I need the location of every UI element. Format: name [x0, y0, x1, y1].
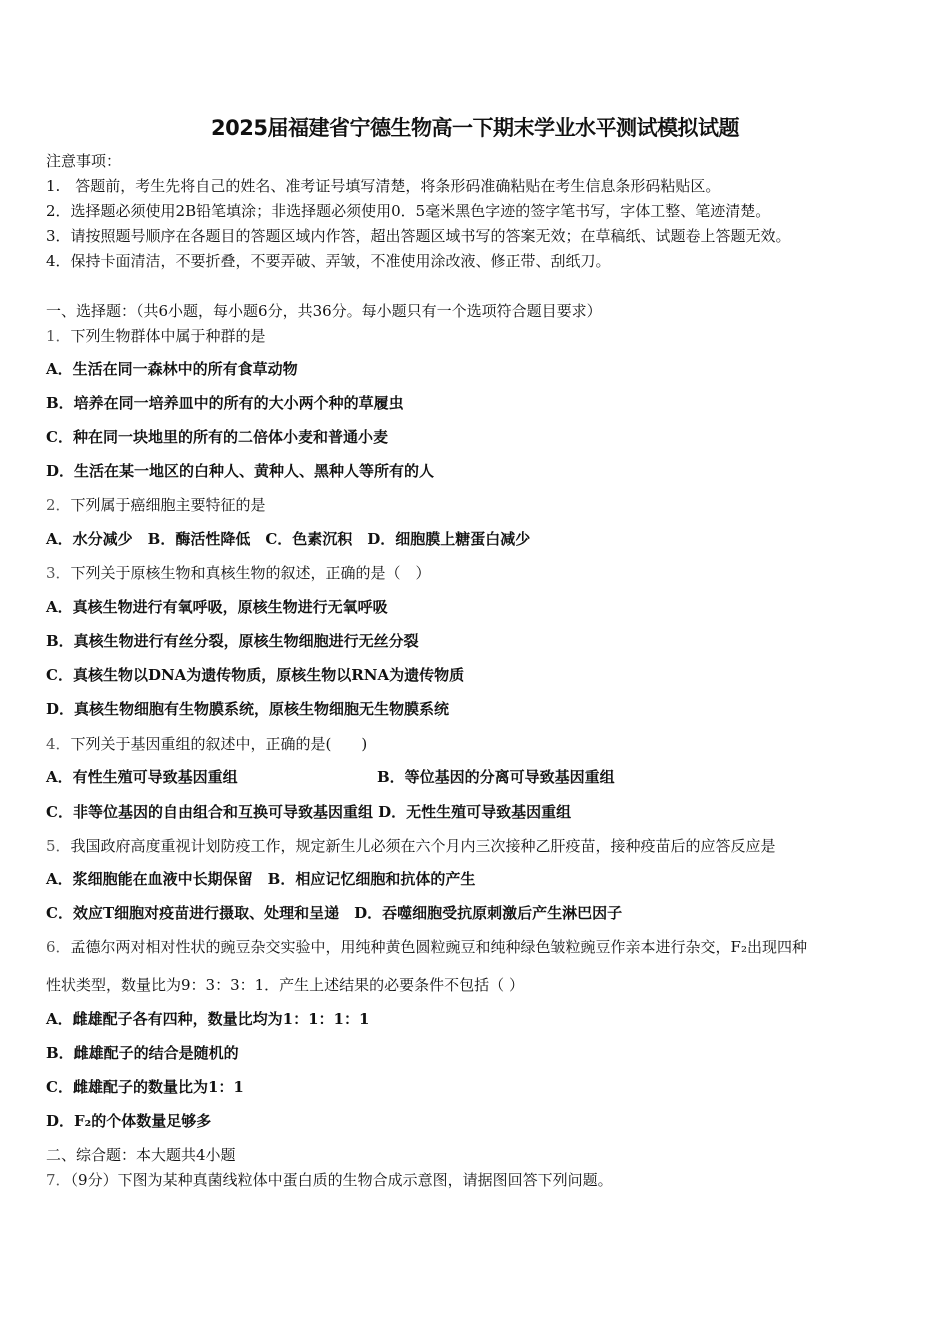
- answer-option-text: B．真核生物进行有丝分裂，原核生物细胞进行无丝分裂: [46, 632, 419, 650]
- answer-option: [377, 767, 615, 787]
- question-stem-text: 1．: [46, 327, 71, 345]
- section-heading-text: 一、选择题：（共6小题，每小题6分，共36分。每小题只有一个选项符合题目要求）: [46, 302, 602, 320]
- question-stem-text: 4．: [46, 735, 71, 753]
- question-stem-text: 下列关于原核生物和真核生物的叙述，正确的是（ ）: [70, 564, 431, 582]
- question-stem-text: （9分）下图为某种真菌线粒体中蛋白质的生物合成示意图，请据图回答下列问题。: [70, 1171, 613, 1189]
- question-stem: [46, 937, 807, 957]
- question-stem-text: 6．: [46, 938, 71, 956]
- answer-option-text: B．培养在同一培养皿中的所有的大小两个种的草履虫: [46, 394, 404, 412]
- answer-option-text: C．种在同一块地里的所有的二倍体小麦和普通小麦: [46, 428, 388, 446]
- question-stem-text: 5．: [46, 837, 71, 855]
- question-stem: [46, 836, 776, 856]
- question-stem-text: 下列属于癌细胞主要特征的是: [70, 496, 266, 514]
- answer-option: [46, 1043, 239, 1063]
- answer-option: [46, 1009, 369, 1029]
- question-stem-text: 下列生物群体中属于种群的是: [70, 327, 266, 345]
- answer-option-text: D．生活在某一地区的白种人、黄种人、黑种人等所有的人: [46, 462, 435, 480]
- answer-option: [46, 427, 388, 447]
- answer-option-text: B．雌雄配子的结合是随机的: [46, 1044, 239, 1062]
- answer-option: [46, 869, 475, 889]
- question-stem-text: 下列关于基因重组的叙述中，正确的是( ): [70, 735, 368, 753]
- notice-item-text: 3．请按照题号顺序在各题目的答题区域内作答，超出答题区域书写的答案无效；在草稿纸、试题卷上答题无效。: [46, 227, 791, 245]
- question-stem: [46, 326, 266, 346]
- answer-option: [46, 393, 404, 413]
- section-heading: [46, 301, 602, 321]
- answer-option-text: A．有性生殖可导致基因重组: [46, 768, 238, 786]
- question-stem: [46, 563, 431, 583]
- question-stem-text: 3．: [46, 564, 71, 582]
- answer-option: [46, 1077, 244, 1097]
- answer-option: [46, 359, 298, 379]
- answer-option-text: C．雌雄配子的数量比为1：1: [46, 1078, 244, 1096]
- notice-item: [46, 176, 720, 196]
- answer-option-text: D．F₂的个体数量足够多: [46, 1112, 212, 1130]
- answer-option-text: A．生活在同一森林中的所有食草动物: [46, 360, 298, 378]
- notice-heading: [46, 151, 121, 171]
- section-heading-text: 二、综合题：本大题共4小题: [46, 1146, 236, 1164]
- notice-item: [46, 251, 611, 271]
- answer-option: [46, 1111, 211, 1131]
- answer-option: [46, 699, 449, 719]
- answer-option: [46, 767, 238, 787]
- answer-option-text: D．真核生物细胞有生物膜系统，原核生物细胞无生物膜系统: [46, 700, 450, 718]
- question-stem: [46, 734, 367, 754]
- notice-item: [46, 201, 770, 221]
- answer-option: [46, 665, 464, 685]
- question-stem-continued-text: 性状类型，数量比为9：3：3：1．产生上述结果的必要条件不包括（ ）: [46, 976, 524, 994]
- notice-item-text: 4．保持卡面清洁，不要折叠，不要弄破、弄皱，不准使用涂改液、修正带、刮纸刀。: [46, 252, 611, 270]
- document-title: 2025届福建省宁德生物高一下期末学业水平测试模拟试题: [211, 116, 739, 140]
- answer-option: [46, 529, 530, 549]
- question-stem-text: 7．: [46, 1171, 71, 1189]
- answer-option: [46, 631, 419, 651]
- notice-heading-text: 注意事项：: [46, 152, 122, 170]
- answer-option-text: A．浆细胞能在血液中长期保留 B．相应记忆细胞和抗体的产生: [46, 870, 476, 888]
- answer-option: [46, 903, 622, 923]
- answer-option-text: B．等位基因的分离可导致基因重组: [377, 768, 615, 786]
- answer-option-text: A．雌雄配子各有四种，数量比均为1：1：1：1: [46, 1010, 370, 1028]
- answer-option-text: A．真核生物进行有氧呼吸，原核生物进行无氧呼吸: [46, 598, 388, 616]
- answer-option-text: C．真核生物以DNA为遗传物质，原核生物以RNA为遗传物质: [46, 666, 465, 684]
- answer-option: [46, 802, 571, 822]
- question-stem-continued: [46, 975, 524, 995]
- answer-option-text: C．非等位基因的自由组合和互换可导致基因重组 D．无性生殖可导致基因重组: [46, 803, 572, 821]
- notice-item-text: 1. 答题前，考生先将自己的姓名、准考证号填写清楚，将条形码准确粘贴在考生信息条形码粘贴区。: [46, 177, 721, 195]
- notice-item-text: 2．选择题必须使用2B铅笔填涂；非选择题必须使用0．5毫米黑色字迹的签字笔书写，字体工整、笔迹清楚。: [46, 202, 771, 220]
- question-stem: [46, 495, 266, 515]
- answer-option: [46, 597, 388, 617]
- answer-option-text: A．水分减少 B．酶活性降低 C．色素沉积 D．细胞膜上糖蛋白减少: [46, 530, 531, 548]
- question-stem-text: 孟德尔两对相对性状的豌豆杂交实验中，用纯种黄色圆粒豌豆和纯种绿色皱粒豌豆作亲本进行杂交，F₂出现四种: [70, 938, 807, 956]
- question-stem-text: 2．: [46, 496, 71, 514]
- answer-option-text: C．效应T细胞对疫苗进行摄取、处理和呈递 D．吞噬细胞受抗原刺激后产生淋巴因子: [46, 904, 623, 922]
- question-stem: [46, 1170, 613, 1190]
- section-heading: [46, 1145, 236, 1165]
- notice-item: [46, 226, 791, 246]
- question-stem-text: 我国政府高度重视计划防疫工作，规定新生儿必须在六个月内三次接种乙肝疫苗，接种疫苗后的应答反应是: [70, 837, 776, 855]
- answer-option: [46, 461, 434, 481]
